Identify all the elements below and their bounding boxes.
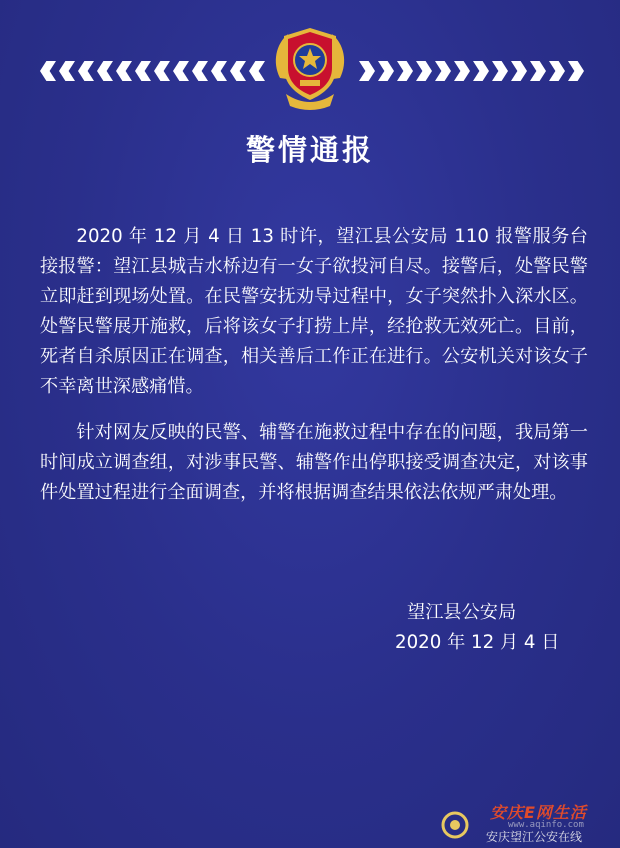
watermark-logo-icon (440, 810, 470, 840)
header-band (0, 0, 620, 120)
left-wing-decoration (40, 61, 265, 81)
watermark-brand: 安庆E网生活 (490, 803, 587, 822)
right-wing-decoration (359, 61, 584, 81)
watermark-source: 安庆望江公安在线 (486, 830, 583, 844)
paragraph-incident: 2020 年 12 月 4 日 13 时许，望江县公安局 110 报警服务台接报警：望江县城吉水桥边有一女子欲投河自尽。接警后，处警民警立即赶到现场处置。在民警安抚劝导过程中，女子突然扑入深水区。处警民警展开施救，后将该女子打捞上岸，经抢救无效死亡。目前，死者自杀原因正在调查，相关善后工作正在进行。公安机关对该女子不幸离世深感痛惜。 (40, 226, 588, 397)
notice-body (40, 222, 588, 524)
notice-title: 警情通报 (245, 133, 374, 167)
signature-date: 2020 年 12 月 4 日 (395, 632, 560, 653)
watermark-url: www.aqinfo.com (508, 820, 584, 830)
signature-block (395, 598, 559, 658)
signature-organization: 望江县公安局 (407, 602, 517, 623)
watermark (430, 796, 620, 848)
police-emblem-icon (266, 22, 354, 114)
paragraph-investigation: 针对网友反映的民警、辅警在施救过程中存在的问题，我局第一时间成立调查组，对涉事民警、辅警作出停职接受调查决定，对该事件处置过程进行全面调查，并将根据调查结果依法依规严肃处理。 (40, 422, 588, 503)
